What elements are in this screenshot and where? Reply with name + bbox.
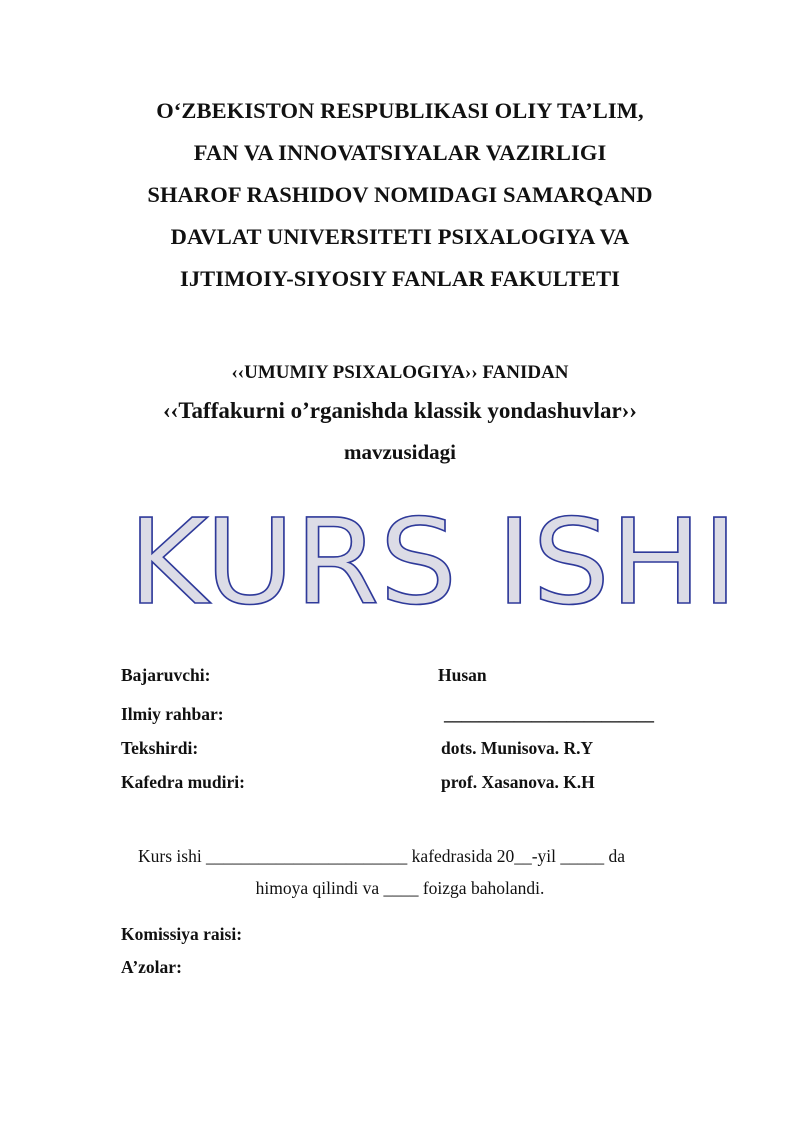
defense-line-2: himoya qilindi va ____ foizga baholandi. [255, 878, 545, 898]
field-label-ilmiy-rahbar: Ilmiy rahbar: [121, 704, 224, 724]
field-value-ilmiy-rahbar: ________________________ [444, 704, 654, 724]
field-label-tekshirdi: Tekshirdi: [121, 738, 199, 758]
subject-line: ‹‹UMUMIY PSIXALOGIYA›› FANIDAN [231, 362, 569, 383]
header-line-2: FAN VA INNOVATSIYALAR VAZIRLIGI [193, 140, 607, 165]
commission-members-label: A’zolar: [121, 957, 182, 977]
defense-line-1: Kurs ishi _______________________ kafedrasida 20__-yil _____ da [138, 846, 626, 866]
header-line-1: O‘ZBEKISTON RESPUBLIKASI OLIY TA’LIM, [156, 98, 644, 123]
field-value-bajaruvchi: Husan [438, 665, 487, 685]
topic-suffix: mavzusidagi [343, 440, 456, 464]
field-label-bajaruvchi: Bajaruvchi: [121, 665, 211, 685]
header-line-4: DAVLAT UNIVERSITETI PSIXALOGIYA VA [170, 224, 630, 249]
field-value-tekshirdi: dots. Munisova. R.Y [441, 738, 594, 758]
field-value-kafedra-mudiri: prof. Xasanova. K.H [441, 772, 595, 792]
kurs-ishi-text: KURS ISHI [128, 505, 738, 615]
header-line-5: IJTIMOIY-SIYOSIY FANLAR FAKULTETI [179, 266, 621, 291]
header-line-3: SHAROF RASHIDOV NOMIDAGI SAMARQAND [147, 182, 653, 207]
field-label-kafedra-mudiri: Kafedra mudiri: [121, 772, 245, 792]
kurs-ishi-banner [120, 505, 750, 615]
commission-chair-label: Komissiya raisi: [121, 924, 243, 944]
ministry-header [0, 90, 800, 300]
topic-line: ‹‹Taffakurni o’rganishda klassik yondashuvlar›› [163, 398, 637, 423]
